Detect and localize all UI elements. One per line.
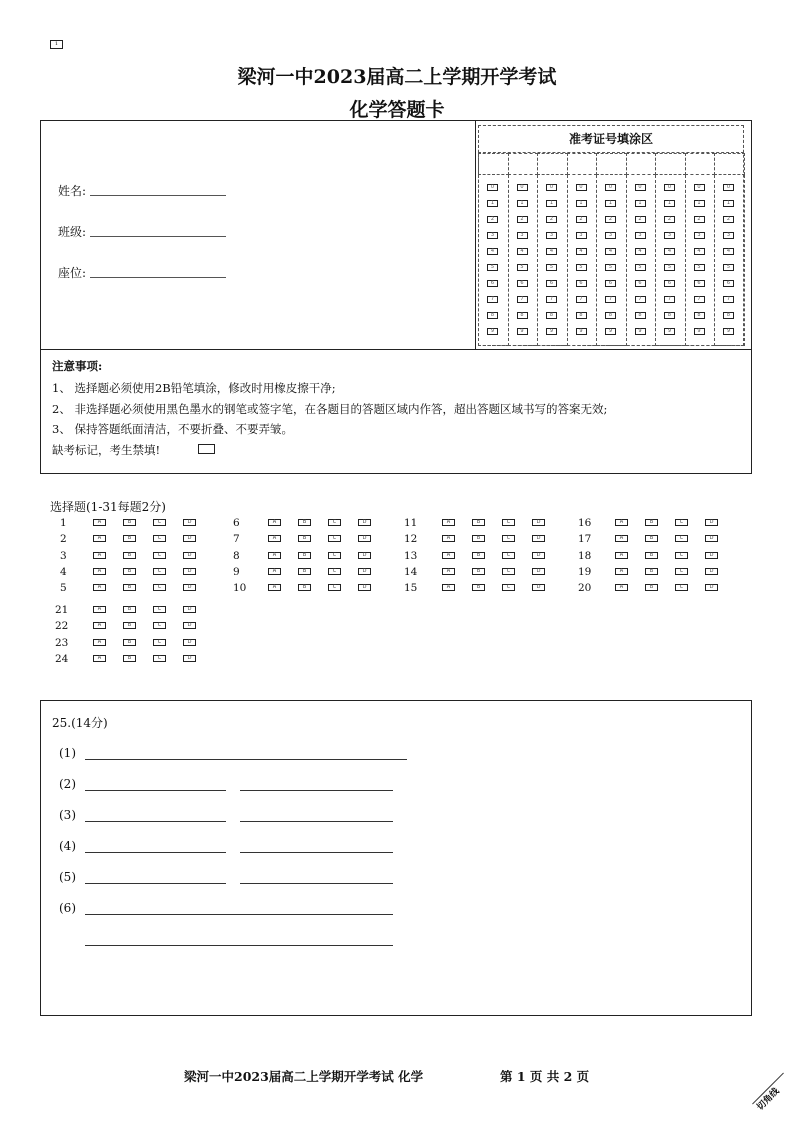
exam-id-bubble[interactable]: 1	[576, 200, 587, 207]
choice-bubble-d[interactable]: D	[705, 519, 718, 526]
choice-bubble-a[interactable]: A	[93, 552, 106, 559]
exam-id-bubble[interactable]: 7	[517, 296, 528, 303]
choice-bubble-a[interactable]: A	[615, 568, 628, 575]
choice-bubble-b[interactable]: B	[298, 552, 311, 559]
question-number: 1	[60, 517, 67, 529]
choice-bubble-c[interactable]: C	[153, 622, 166, 629]
choice-bubble-d[interactable]: D	[183, 639, 196, 646]
exam-id-bubble[interactable]: 6	[664, 280, 675, 287]
choice-bubble-b[interactable]: B	[472, 568, 485, 575]
exam-id-bubble[interactable]: 6	[635, 280, 646, 287]
q25-part-3-answer-b[interactable]	[240, 821, 393, 822]
exam-id-bubble[interactable]: 4	[517, 248, 528, 255]
exam-id-bubble[interactable]: 9	[517, 328, 528, 335]
question-number: 3	[60, 549, 67, 562]
exam-id-bubble[interactable]: 5	[605, 264, 616, 271]
choice-bubble-b[interactable]: B	[123, 519, 136, 526]
choice-bubble-d[interactable]: D	[358, 568, 371, 575]
choice-bubble-c[interactable]: C	[675, 552, 688, 559]
exam-id-bubble[interactable]: 0	[546, 184, 557, 191]
choice-bubble-a[interactable]: A	[93, 535, 106, 542]
choice-bubble-c[interactable]: C	[153, 519, 166, 526]
question-number: 4	[60, 565, 67, 578]
choice-bubble-d[interactable]: D	[532, 552, 545, 559]
exam-id-bubble[interactable]: 8	[605, 312, 616, 319]
exam-id-bubble[interactable]: 8	[635, 312, 646, 319]
question-number: 12	[404, 533, 418, 546]
choice-bubble-d[interactable]: D	[183, 568, 196, 575]
exam-id-bubble[interactable]: 2	[664, 216, 675, 223]
q25-part-1-label: (1)	[59, 746, 76, 760]
choice-bubble-c[interactable]: C	[502, 584, 515, 591]
exam-id-bubble[interactable]: 3	[694, 232, 705, 239]
choice-bubble-b[interactable]: B	[472, 552, 485, 559]
q25-part-5-answer-b[interactable]	[240, 883, 393, 884]
choice-bubble-d[interactable]: D	[532, 519, 545, 526]
q25-part-4-answer-b[interactable]	[240, 852, 393, 853]
exam-id-bubble[interactable]: 6	[546, 280, 557, 287]
choice-bubble-d[interactable]: D	[183, 584, 196, 591]
exam-id-bubble[interactable]: 6	[487, 280, 498, 287]
question-number: 23	[55, 636, 69, 649]
choice-bubble-a[interactable]: A	[615, 519, 628, 526]
card-title: 化学答题卡	[349, 99, 445, 121]
choice-bubble-b[interactable]: B	[645, 535, 658, 542]
choice-bubble-a[interactable]: A	[93, 639, 106, 646]
choice-bubble-d[interactable]: D	[183, 535, 196, 542]
exam-id-cell[interactable]	[596, 153, 627, 175]
choice-bubble-d[interactable]: D	[183, 552, 196, 559]
choice-bubble-a[interactable]: A	[93, 655, 106, 662]
exam-id-bubble[interactable]: 6	[517, 280, 528, 287]
choice-bubble-c[interactable]: C	[502, 519, 515, 526]
question-number: 21	[55, 604, 69, 616]
exam-id-bubble[interactable]: 7	[635, 296, 646, 303]
choice-bubble-b[interactable]: B	[645, 552, 658, 559]
exam-id-bubble[interactable]: 8	[694, 312, 705, 319]
exam-id-bubble[interactable]: 1	[517, 200, 528, 207]
choice-bubble-b[interactable]: B	[123, 552, 136, 559]
question-number: 17	[578, 533, 592, 546]
choice-bubble-a[interactable]: A	[442, 552, 455, 559]
choice-bubble-c[interactable]: C	[328, 568, 341, 575]
choice-bubble-c[interactable]: C	[328, 584, 341, 591]
question-number: 19	[578, 565, 592, 578]
choice-bubble-a[interactable]: A	[442, 584, 455, 591]
exam-id-bubble[interactable]: 9	[664, 328, 675, 335]
exam-id-cell[interactable]	[655, 153, 686, 175]
q25-part-3-label: (3)	[59, 808, 76, 822]
exam-id-bubble[interactable]: 9	[694, 328, 705, 335]
footer-text: 梁河一中2023届高二上学期开学考试 化学	[184, 1069, 424, 1084]
choice-bubble-c[interactable]: C	[328, 552, 341, 559]
exam-id-cell[interactable]	[567, 153, 598, 175]
choice-bubble-c[interactable]: C	[675, 584, 688, 591]
exam-id-cell[interactable]	[714, 153, 745, 175]
exam-id-bubble[interactable]: 7	[576, 296, 587, 303]
exam-id-bubble[interactable]: 5	[487, 264, 498, 271]
exam-id-bubble[interactable]: 7	[723, 296, 734, 303]
question-number: 10	[233, 582, 247, 595]
exam-id-bubble[interactable]: 4	[546, 248, 557, 255]
cut-corner-label: 切角线	[755, 1086, 782, 1113]
notice-item-2: 2、 非选择题必须使用黑色墨水的钢笔或签字笔，在各题目的答题区域内作答，超出答题区域书写的答案无效;	[52, 402, 608, 416]
choice-bubble-d[interactable]: D	[705, 568, 718, 575]
choice-bubble-b[interactable]: B	[123, 639, 136, 646]
choice-bubble-a[interactable]: A	[93, 519, 106, 526]
corner-mark: 1	[50, 40, 63, 49]
exam-id-bubble[interactable]: 0	[635, 184, 646, 191]
exam-id-cell[interactable]	[626, 153, 657, 175]
exam-id-title: 准考证号填涂区	[478, 125, 744, 153]
choice-bubble-d[interactable]: D	[532, 568, 545, 575]
exam-id-bubble[interactable]: 5	[635, 264, 646, 271]
mcq-title: 选择题(1-31每题2分)	[50, 500, 166, 514]
question-number: 9	[233, 565, 240, 578]
question-number: 2	[60, 533, 67, 546]
choice-bubble-b[interactable]: B	[298, 535, 311, 542]
q25-box	[40, 700, 752, 1016]
notice-item-3: 3、 保持答题纸面清洁，不要折叠、不要弄皱。	[52, 422, 293, 436]
choice-bubble-a[interactable]: A	[268, 535, 281, 542]
exam-id-cell[interactable]	[508, 153, 539, 175]
exam-id-bubble[interactable]: 6	[723, 280, 734, 287]
q25-part-2-answer-b[interactable]	[240, 790, 393, 791]
choice-bubble-b[interactable]: B	[472, 584, 485, 591]
question-number: 16	[578, 517, 592, 529]
choice-bubble-a[interactable]: A	[615, 552, 628, 559]
question-number: 8	[233, 549, 240, 562]
exam-id-bubble[interactable]: 2	[723, 216, 734, 223]
choice-bubble-a[interactable]: A	[615, 584, 628, 591]
absent-label: 缺考标记，考生禁填!	[52, 443, 161, 457]
exam-id-bubble[interactable]: 6	[605, 280, 616, 287]
exam-id-bubble[interactable]: 2	[605, 216, 616, 223]
q25-part-2-answer-a[interactable]	[85, 790, 226, 791]
choice-bubble-c[interactable]: C	[153, 639, 166, 646]
exam-id-bubble[interactable]: 2	[576, 216, 587, 223]
q25-title: 25.(14分)	[52, 716, 108, 730]
choice-bubble-c[interactable]: C	[328, 519, 341, 526]
exam-id-bubble[interactable]: 6	[576, 280, 587, 287]
exam-id-bubble[interactable]: 5	[723, 264, 734, 271]
exam-id-bubble[interactable]: 8	[487, 312, 498, 319]
exam-id-bubble[interactable]: 4	[487, 248, 498, 255]
choice-bubble-d[interactable]: D	[705, 535, 718, 542]
choice-bubble-a[interactable]: A	[442, 519, 455, 526]
exam-title: 梁河一中2023届高二上学期开学考试	[237, 66, 557, 88]
name-label: 姓名:	[58, 184, 87, 198]
exam-id-bubble[interactable]: 9	[576, 328, 587, 335]
question-number: 22	[55, 620, 69, 633]
question-number: 5	[60, 582, 67, 595]
choice-bubble-d[interactable]: D	[532, 535, 545, 542]
choice-bubble-b[interactable]: B	[123, 568, 136, 575]
exam-id-bubble[interactable]: 3	[517, 232, 528, 239]
exam-id-bubble[interactable]: 7	[487, 296, 498, 303]
exam-id-bubble[interactable]: 1	[546, 200, 557, 207]
choice-bubble-b[interactable]: B	[298, 584, 311, 591]
choice-bubble-b[interactable]: B	[298, 568, 311, 575]
exam-id-bubble[interactable]: 7	[546, 296, 557, 303]
class-field[interactable]	[90, 236, 226, 237]
exam-id-bubble[interactable]: 1	[487, 200, 498, 207]
exam-id-bubble[interactable]: 5	[694, 264, 705, 271]
choice-bubble-b[interactable]: B	[472, 535, 485, 542]
exam-id-bubble[interactable]: 1	[723, 200, 734, 207]
exam-id-bubble[interactable]: 8	[546, 312, 557, 319]
question-number: 24	[55, 652, 69, 665]
exam-id-bubble[interactable]: 0	[517, 184, 528, 191]
exam-id-bubble[interactable]: 7	[605, 296, 616, 303]
choice-bubble-c[interactable]: C	[675, 568, 688, 575]
exam-id-bubble[interactable]: 4	[576, 248, 587, 255]
choice-bubble-d[interactable]: D	[532, 584, 545, 591]
exam-id-bubble[interactable]: 7	[694, 296, 705, 303]
exam-id-bubble[interactable]: 8	[723, 312, 734, 319]
choice-bubble-d[interactable]: D	[183, 519, 196, 526]
choice-bubble-a[interactable]: A	[268, 584, 281, 591]
absent-mark-box[interactable]	[198, 444, 215, 454]
choice-bubble-b[interactable]: B	[645, 568, 658, 575]
choice-bubble-d[interactable]: D	[358, 519, 371, 526]
q25-part-4-answer-a[interactable]	[85, 852, 226, 853]
choice-bubble-d[interactable]: D	[358, 535, 371, 542]
exam-id-bubble[interactable]: 9	[605, 328, 616, 335]
choice-bubble-b[interactable]: B	[123, 535, 136, 542]
choice-bubble-c[interactable]: C	[675, 519, 688, 526]
choice-bubble-c[interactable]: C	[502, 552, 515, 559]
exam-id-bubble[interactable]: 0	[694, 184, 705, 191]
choice-bubble-d[interactable]: D	[358, 552, 371, 559]
q25-part-2-label: (2)	[59, 777, 76, 791]
choice-bubble-c[interactable]: C	[153, 552, 166, 559]
exam-id-cell[interactable]	[478, 153, 509, 175]
exam-id-bubble[interactable]: 5	[664, 264, 675, 271]
exam-id-bubble[interactable]: 9	[546, 328, 557, 335]
exam-id-bubble[interactable]: 4	[694, 248, 705, 255]
choice-bubble-d[interactable]: D	[183, 622, 196, 629]
exam-id-bubble[interactable]: 0	[605, 184, 616, 191]
exam-id-bubble[interactable]: 0	[487, 184, 498, 191]
exam-id-bubble[interactable]: 8	[576, 312, 587, 319]
choice-bubble-a[interactable]: A	[93, 568, 106, 575]
choice-bubble-b[interactable]: B	[645, 584, 658, 591]
notice-item-1: 1、 选择题必须使用2B铅笔填涂，修改时用橡皮擦干净;	[52, 381, 336, 395]
exam-id-bubble[interactable]: 3	[487, 232, 498, 239]
choice-bubble-a[interactable]: A	[615, 535, 628, 542]
exam-id-bubble[interactable]: 8	[517, 312, 528, 319]
exam-id-bubble[interactable]: 7	[664, 296, 675, 303]
choice-bubble-d[interactable]: D	[358, 584, 371, 591]
choice-bubble-c[interactable]: C	[153, 655, 166, 662]
exam-id-bubble[interactable]: 3	[576, 232, 587, 239]
exam-id-bubble[interactable]: 5	[546, 264, 557, 271]
choice-bubble-b[interactable]: B	[298, 519, 311, 526]
exam-id-bubble[interactable]: 2	[694, 216, 705, 223]
choice-bubble-a[interactable]: A	[442, 535, 455, 542]
exam-id-bubble[interactable]: 1	[605, 200, 616, 207]
choice-bubble-d[interactable]: D	[183, 655, 196, 662]
choice-bubble-c[interactable]: C	[153, 584, 166, 591]
question-number: 18	[578, 549, 592, 562]
page-number: 第 1 页 共 2 页	[500, 1069, 590, 1084]
choice-bubble-c[interactable]: C	[328, 535, 341, 542]
exam-id-bubble[interactable]: 9	[723, 328, 734, 335]
exam-id-cell[interactable]	[685, 153, 716, 175]
q25-part-5-label: (5)	[59, 870, 76, 884]
exam-id-bubble[interactable]: 5	[517, 264, 528, 271]
exam-id-bubble[interactable]: 2	[546, 216, 557, 223]
choice-bubble-d[interactable]: D	[183, 606, 196, 613]
exam-id-bubble[interactable]: 9	[487, 328, 498, 335]
choice-bubble-a[interactable]: A	[93, 584, 106, 591]
exam-id-bubble[interactable]: 1	[635, 200, 646, 207]
question-number: 14	[404, 565, 418, 578]
exam-id-bubble[interactable]: 0	[664, 184, 675, 191]
exam-id-bubble[interactable]: 3	[605, 232, 616, 239]
q25-part-3-answer-a[interactable]	[85, 821, 226, 822]
choice-bubble-c[interactable]: C	[153, 568, 166, 575]
seat-field[interactable]	[90, 277, 226, 278]
choice-bubble-a[interactable]: A	[268, 568, 281, 575]
exam-id-bubble[interactable]: 5	[576, 264, 587, 271]
question-number: 15	[404, 582, 418, 595]
choice-bubble-c[interactable]: C	[153, 535, 166, 542]
choice-bubble-c[interactable]: C	[675, 535, 688, 542]
choice-bubble-b[interactable]: B	[645, 519, 658, 526]
exam-id-bubble[interactable]: 0	[723, 184, 734, 191]
class-label: 班级:	[58, 225, 87, 239]
choice-bubble-c[interactable]: C	[502, 535, 515, 542]
choice-bubble-b[interactable]: B	[123, 622, 136, 629]
question-number: 7	[233, 533, 240, 546]
q25-part-1-answer[interactable]	[85, 759, 407, 760]
exam-id-bubble[interactable]: 9	[635, 328, 646, 335]
exam-id-bubble[interactable]: 3	[723, 232, 734, 239]
q25-part-4-label: (4)	[59, 839, 76, 853]
exam-id-bubble[interactable]: 2	[487, 216, 498, 223]
exam-id-cell[interactable]	[537, 153, 568, 175]
exam-id-bubble[interactable]: 0	[576, 184, 587, 191]
q25-part-6-label: (6)	[59, 901, 76, 915]
choice-bubble-b[interactable]: B	[123, 606, 136, 613]
exam-id-bubble[interactable]: 4	[605, 248, 616, 255]
choice-bubble-b[interactable]: B	[123, 655, 136, 662]
choice-bubble-a[interactable]: A	[268, 552, 281, 559]
question-number: 20	[578, 582, 592, 595]
exam-id-bubble[interactable]: 3	[664, 232, 675, 239]
exam-id-bubble[interactable]: 1	[664, 200, 675, 207]
exam-id-bubble[interactable]: 3	[635, 232, 646, 239]
exam-id-bubble[interactable]: 4	[635, 248, 646, 255]
exam-id-bubble[interactable]: 3	[546, 232, 557, 239]
choice-bubble-a[interactable]: A	[268, 519, 281, 526]
choice-bubble-d[interactable]: D	[705, 584, 718, 591]
choice-bubble-c[interactable]: C	[153, 606, 166, 613]
exam-id-bubble[interactable]: 4	[723, 248, 734, 255]
name-field[interactable]	[90, 195, 226, 196]
choice-bubble-c[interactable]: C	[502, 568, 515, 575]
choice-bubble-d[interactable]: D	[705, 552, 718, 559]
exam-id-bubble[interactable]: 6	[694, 280, 705, 287]
question-number: 11	[404, 517, 418, 529]
exam-id-bubble[interactable]: 2	[517, 216, 528, 223]
q25-part-6-answer-a[interactable]	[85, 914, 393, 915]
choice-bubble-a[interactable]: A	[93, 622, 106, 629]
question-number: 6	[233, 517, 240, 529]
q25-part-6-answer-b[interactable]	[85, 945, 393, 946]
notice-heading: 注意事项:	[52, 359, 103, 373]
seat-label: 座位:	[58, 266, 87, 280]
choice-bubble-a[interactable]: A	[442, 568, 455, 575]
exam-id-bubble[interactable]: 8	[664, 312, 675, 319]
exam-id-bubble[interactable]: 4	[664, 248, 675, 255]
choice-bubble-a[interactable]: A	[93, 606, 106, 613]
q25-part-5-answer-a[interactable]	[85, 883, 226, 884]
info-divider	[475, 120, 476, 350]
choice-bubble-b[interactable]: B	[472, 519, 485, 526]
choice-bubble-b[interactable]: B	[123, 584, 136, 591]
exam-id-bubble[interactable]: 2	[635, 216, 646, 223]
exam-id-bubble[interactable]: 1	[694, 200, 705, 207]
question-number: 13	[404, 549, 418, 562]
